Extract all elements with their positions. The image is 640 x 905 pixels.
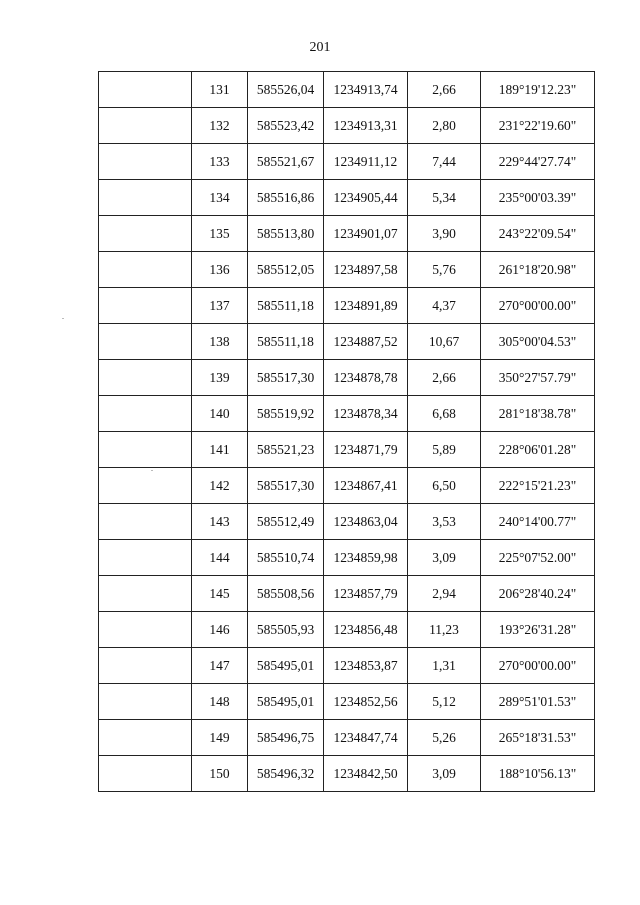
- angle-cell: 350°27'57.79": [481, 360, 595, 396]
- x-coordinate-cell: 585526,04: [248, 72, 324, 108]
- coordinates-table: [98, 71, 595, 792]
- empty-cell: [99, 612, 192, 648]
- y-coordinate-cell: 1234842,50: [324, 756, 408, 792]
- table-row: [99, 504, 595, 540]
- length-cell: 5,76: [408, 252, 481, 288]
- table-row: [99, 288, 595, 324]
- y-coordinate-cell: 1234847,74: [324, 720, 408, 756]
- empty-cell: [99, 468, 192, 504]
- point-number-cell: 140: [192, 396, 248, 432]
- y-coordinate-cell: 1234863,04: [324, 504, 408, 540]
- table-row: [99, 396, 595, 432]
- x-coordinate-cell: 585495,01: [248, 684, 324, 720]
- x-coordinate-cell: 585511,18: [248, 288, 324, 324]
- length-cell: 4,37: [408, 288, 481, 324]
- table-row: [99, 648, 595, 684]
- table-row: [99, 612, 595, 648]
- empty-cell: [99, 756, 192, 792]
- y-coordinate-cell: 1234913,74: [324, 72, 408, 108]
- empty-cell: [99, 648, 192, 684]
- length-cell: 2,94: [408, 576, 481, 612]
- table-row: [99, 108, 595, 144]
- point-number-cell: 134: [192, 180, 248, 216]
- point-number-cell: 131: [192, 72, 248, 108]
- angle-cell: 243°22'09.54": [481, 216, 595, 252]
- angle-cell: 225°07'52.00": [481, 540, 595, 576]
- empty-cell: [99, 288, 192, 324]
- table-row: [99, 252, 595, 288]
- y-coordinate-cell: 1234856,48: [324, 612, 408, 648]
- length-cell: 2,66: [408, 360, 481, 396]
- x-coordinate-cell: 585496,32: [248, 756, 324, 792]
- point-number-cell: 142: [192, 468, 248, 504]
- empty-cell: [99, 576, 192, 612]
- empty-cell: [99, 72, 192, 108]
- length-cell: 5,34: [408, 180, 481, 216]
- empty-cell: [99, 720, 192, 756]
- point-number-cell: 138: [192, 324, 248, 360]
- point-number-cell: 146: [192, 612, 248, 648]
- angle-cell: 270°00'00.00": [481, 648, 595, 684]
- x-coordinate-cell: 585508,56: [248, 576, 324, 612]
- table-row: [99, 684, 595, 720]
- length-cell: 1,31: [408, 648, 481, 684]
- x-coordinate-cell: 585513,80: [248, 216, 324, 252]
- y-coordinate-cell: 1234878,78: [324, 360, 408, 396]
- table-row: [99, 324, 595, 360]
- angle-cell: 228°06'01.28": [481, 432, 595, 468]
- x-coordinate-cell: 585512,05: [248, 252, 324, 288]
- angle-cell: 235°00'03.39": [481, 180, 595, 216]
- x-coordinate-cell: 585523,42: [248, 108, 324, 144]
- length-cell: 10,67: [408, 324, 481, 360]
- angle-cell: 289°51'01.53": [481, 684, 595, 720]
- angle-cell: 189°19'12.23": [481, 72, 595, 108]
- length-cell: 2,80: [408, 108, 481, 144]
- point-number-cell: 143: [192, 504, 248, 540]
- point-number-cell: 145: [192, 576, 248, 612]
- y-coordinate-cell: 1234867,41: [324, 468, 408, 504]
- x-coordinate-cell: 585521,67: [248, 144, 324, 180]
- table-row: [99, 720, 595, 756]
- table-row: [99, 756, 595, 792]
- y-coordinate-cell: 1234852,56: [324, 684, 408, 720]
- empty-cell: [99, 432, 192, 468]
- point-number-cell: 149: [192, 720, 248, 756]
- y-coordinate-cell: 1234859,98: [324, 540, 408, 576]
- table-row: [99, 540, 595, 576]
- table-row: [99, 432, 595, 468]
- point-number-cell: 137: [192, 288, 248, 324]
- table-row: [99, 468, 595, 504]
- table-row: [99, 180, 595, 216]
- point-number-cell: 135: [192, 216, 248, 252]
- angle-cell: 261°18'20.98": [481, 252, 595, 288]
- x-coordinate-cell: 585495,01: [248, 648, 324, 684]
- length-cell: 3,90: [408, 216, 481, 252]
- angle-cell: 188°10'56.13": [481, 756, 595, 792]
- x-coordinate-cell: 585511,18: [248, 324, 324, 360]
- empty-cell: [99, 180, 192, 216]
- length-cell: 11,23: [408, 612, 481, 648]
- table-row: [99, 72, 595, 108]
- angle-cell: 231°22'19.60": [481, 108, 595, 144]
- length-cell: 5,89: [408, 432, 481, 468]
- angle-cell: 240°14'00.77": [481, 504, 595, 540]
- empty-cell: [99, 252, 192, 288]
- x-coordinate-cell: 585510,74: [248, 540, 324, 576]
- y-coordinate-cell: 1234891,89: [324, 288, 408, 324]
- y-coordinate-cell: 1234897,58: [324, 252, 408, 288]
- y-coordinate-cell: 1234878,34: [324, 396, 408, 432]
- point-number-cell: 132: [192, 108, 248, 144]
- x-coordinate-cell: 585516,86: [248, 180, 324, 216]
- x-coordinate-cell: 585517,30: [248, 468, 324, 504]
- angle-cell: 206°28'40.24": [481, 576, 595, 612]
- empty-cell: [99, 396, 192, 432]
- empty-cell: [99, 360, 192, 396]
- coordinates-table-body: [99, 72, 595, 792]
- table-row: [99, 144, 595, 180]
- page-number: 201: [309, 40, 331, 55]
- x-coordinate-cell: 585519,92: [248, 396, 324, 432]
- angle-cell: 222°15'21.23": [481, 468, 595, 504]
- empty-cell: [99, 324, 192, 360]
- point-number-cell: 141: [192, 432, 248, 468]
- y-coordinate-cell: 1234887,52: [324, 324, 408, 360]
- point-number-cell: 147: [192, 648, 248, 684]
- y-coordinate-cell: 1234857,79: [324, 576, 408, 612]
- length-cell: 7,44: [408, 144, 481, 180]
- y-coordinate-cell: 1234905,44: [324, 180, 408, 216]
- empty-cell: [99, 540, 192, 576]
- y-coordinate-cell: 1234901,07: [324, 216, 408, 252]
- empty-cell: [99, 216, 192, 252]
- x-coordinate-cell: 585505,93: [248, 612, 324, 648]
- y-coordinate-cell: 1234853,87: [324, 648, 408, 684]
- point-number-cell: 144: [192, 540, 248, 576]
- angle-cell: 270°00'00.00": [481, 288, 595, 324]
- angle-cell: 265°18'31.53": [481, 720, 595, 756]
- empty-cell: [99, 684, 192, 720]
- scan-speck: [62, 318, 64, 319]
- length-cell: 3,53: [408, 504, 481, 540]
- empty-cell: [99, 108, 192, 144]
- empty-cell: [99, 144, 192, 180]
- table-row: [99, 360, 595, 396]
- point-number-cell: 150: [192, 756, 248, 792]
- empty-cell: [99, 504, 192, 540]
- length-cell: 6,68: [408, 396, 481, 432]
- x-coordinate-cell: 585521,23: [248, 432, 324, 468]
- x-coordinate-cell: 585517,30: [248, 360, 324, 396]
- length-cell: 3,09: [408, 756, 481, 792]
- y-coordinate-cell: 1234871,79: [324, 432, 408, 468]
- table-row: [99, 576, 595, 612]
- point-number-cell: 136: [192, 252, 248, 288]
- table-row: [99, 216, 595, 252]
- y-coordinate-cell: 1234913,31: [324, 108, 408, 144]
- length-cell: 6,50: [408, 468, 481, 504]
- x-coordinate-cell: 585496,75: [248, 720, 324, 756]
- point-number-cell: 148: [192, 684, 248, 720]
- length-cell: 2,66: [408, 72, 481, 108]
- x-coordinate-cell: 585512,49: [248, 504, 324, 540]
- point-number-cell: 133: [192, 144, 248, 180]
- angle-cell: 305°00'04.53": [481, 324, 595, 360]
- length-cell: 5,12: [408, 684, 481, 720]
- angle-cell: 229°44'27.74": [481, 144, 595, 180]
- point-number-cell: 139: [192, 360, 248, 396]
- angle-cell: 193°26'31.28": [481, 612, 595, 648]
- y-coordinate-cell: 1234911,12: [324, 144, 408, 180]
- angle-cell: 281°18'38.78": [481, 396, 595, 432]
- length-cell: 3,09: [408, 540, 481, 576]
- length-cell: 5,26: [408, 720, 481, 756]
